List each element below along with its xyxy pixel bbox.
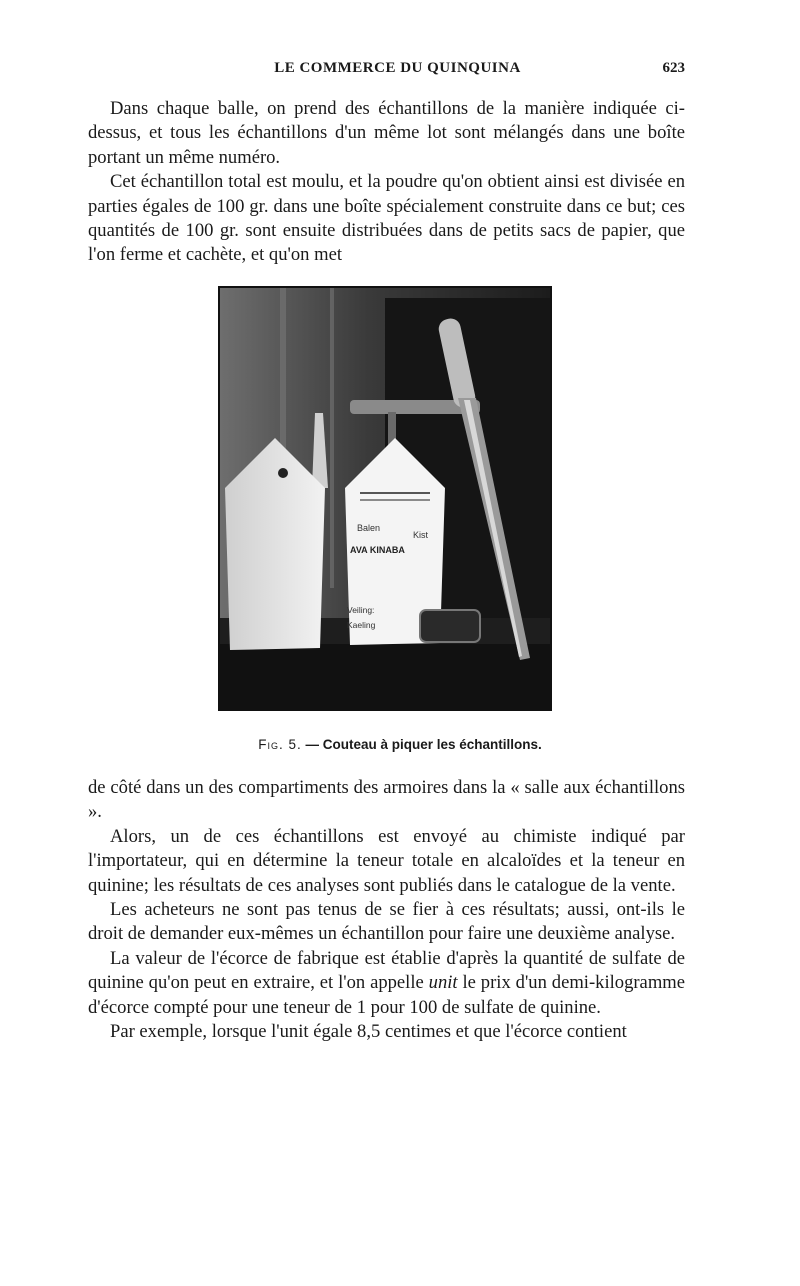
- bag-label-4: Kaeling: [347, 620, 376, 630]
- photo-illustration: [220, 288, 550, 709]
- top-text-block: [88, 97, 685, 268]
- paragraph: [88, 947, 685, 1020]
- paragraph: Dans chaque balle, on prend des échantillons de la manière indiquée ci-dessus, et tous les échantillons d'un même lot sont mélangés dans une boîte portant un même numéro.: [88, 98, 685, 168]
- small-dish: [420, 610, 480, 642]
- paragraph-text: le prix d'un demi-kilogramme d'écorce compté pour une teneur de 1 pour 100 de sulfate de quinine.: [88, 972, 685, 1018]
- figure-photo: [218, 286, 552, 711]
- bag-label-1: Balen: [357, 523, 381, 533]
- paragraph-text: La valeur de l'écorce de fabrique est établie d'après la quantité de sulfate de quinine qu'on peut en extraire, et l'on appelle: [88, 947, 685, 994]
- figure-label: Fig. 5.: [258, 737, 302, 752]
- figure-caption: [0, 737, 800, 752]
- paragraph: Alors, un de ces échantillons est envoyé au chimiste indiqué par l'importateur, qui en détermine la teneur totale en alcaloïdes et la teneur en quinine; les résultats de ces analyses sont publiés dans le catalogue de la vente.: [88, 825, 685, 896]
- page-number: 623: [662, 60, 685, 76]
- bag-label-1b: Kist: [413, 530, 429, 540]
- paragraph: Par exemple, lorsque l'unit égale 8,5 centimes et que l'écorce contient: [110, 1021, 627, 1043]
- page-header: [110, 60, 685, 84]
- paragraph-continuation: de côté dans un des compartiments des armoires dans la « salle aux échantillons ».: [88, 777, 685, 823]
- running-title: LE COMMERCE DU QUINQUINA: [274, 60, 521, 76]
- paragraph: Les acheteurs ne sont pas tenus de se fier à ces résultats; aussi, ont-ils le droit de demander eux-mêmes un échantillon pour faire une deuxième analyse.: [88, 899, 685, 945]
- italic-term: unit: [428, 972, 458, 994]
- bottom-text-block: [88, 776, 685, 1044]
- bag-label-3: Veiling:: [347, 605, 375, 615]
- paragraph: Cet échantillon total est moulu, et la poudre qu'on obtient ainsi est divisée en parties égales de 100 gr. dans une boîte spécialement construite dans ce but; ces quantités de 100 gr. sont ensuite distribuées dans de petits sacs de papier, que l'on ferme et cachète, et qu'on met: [88, 171, 685, 266]
- seal-mark: [278, 468, 288, 478]
- bag-label-2: AVA KINABA: [350, 545, 405, 555]
- figure-caption-text: — Couteau à piquer les échantillons.: [305, 737, 542, 752]
